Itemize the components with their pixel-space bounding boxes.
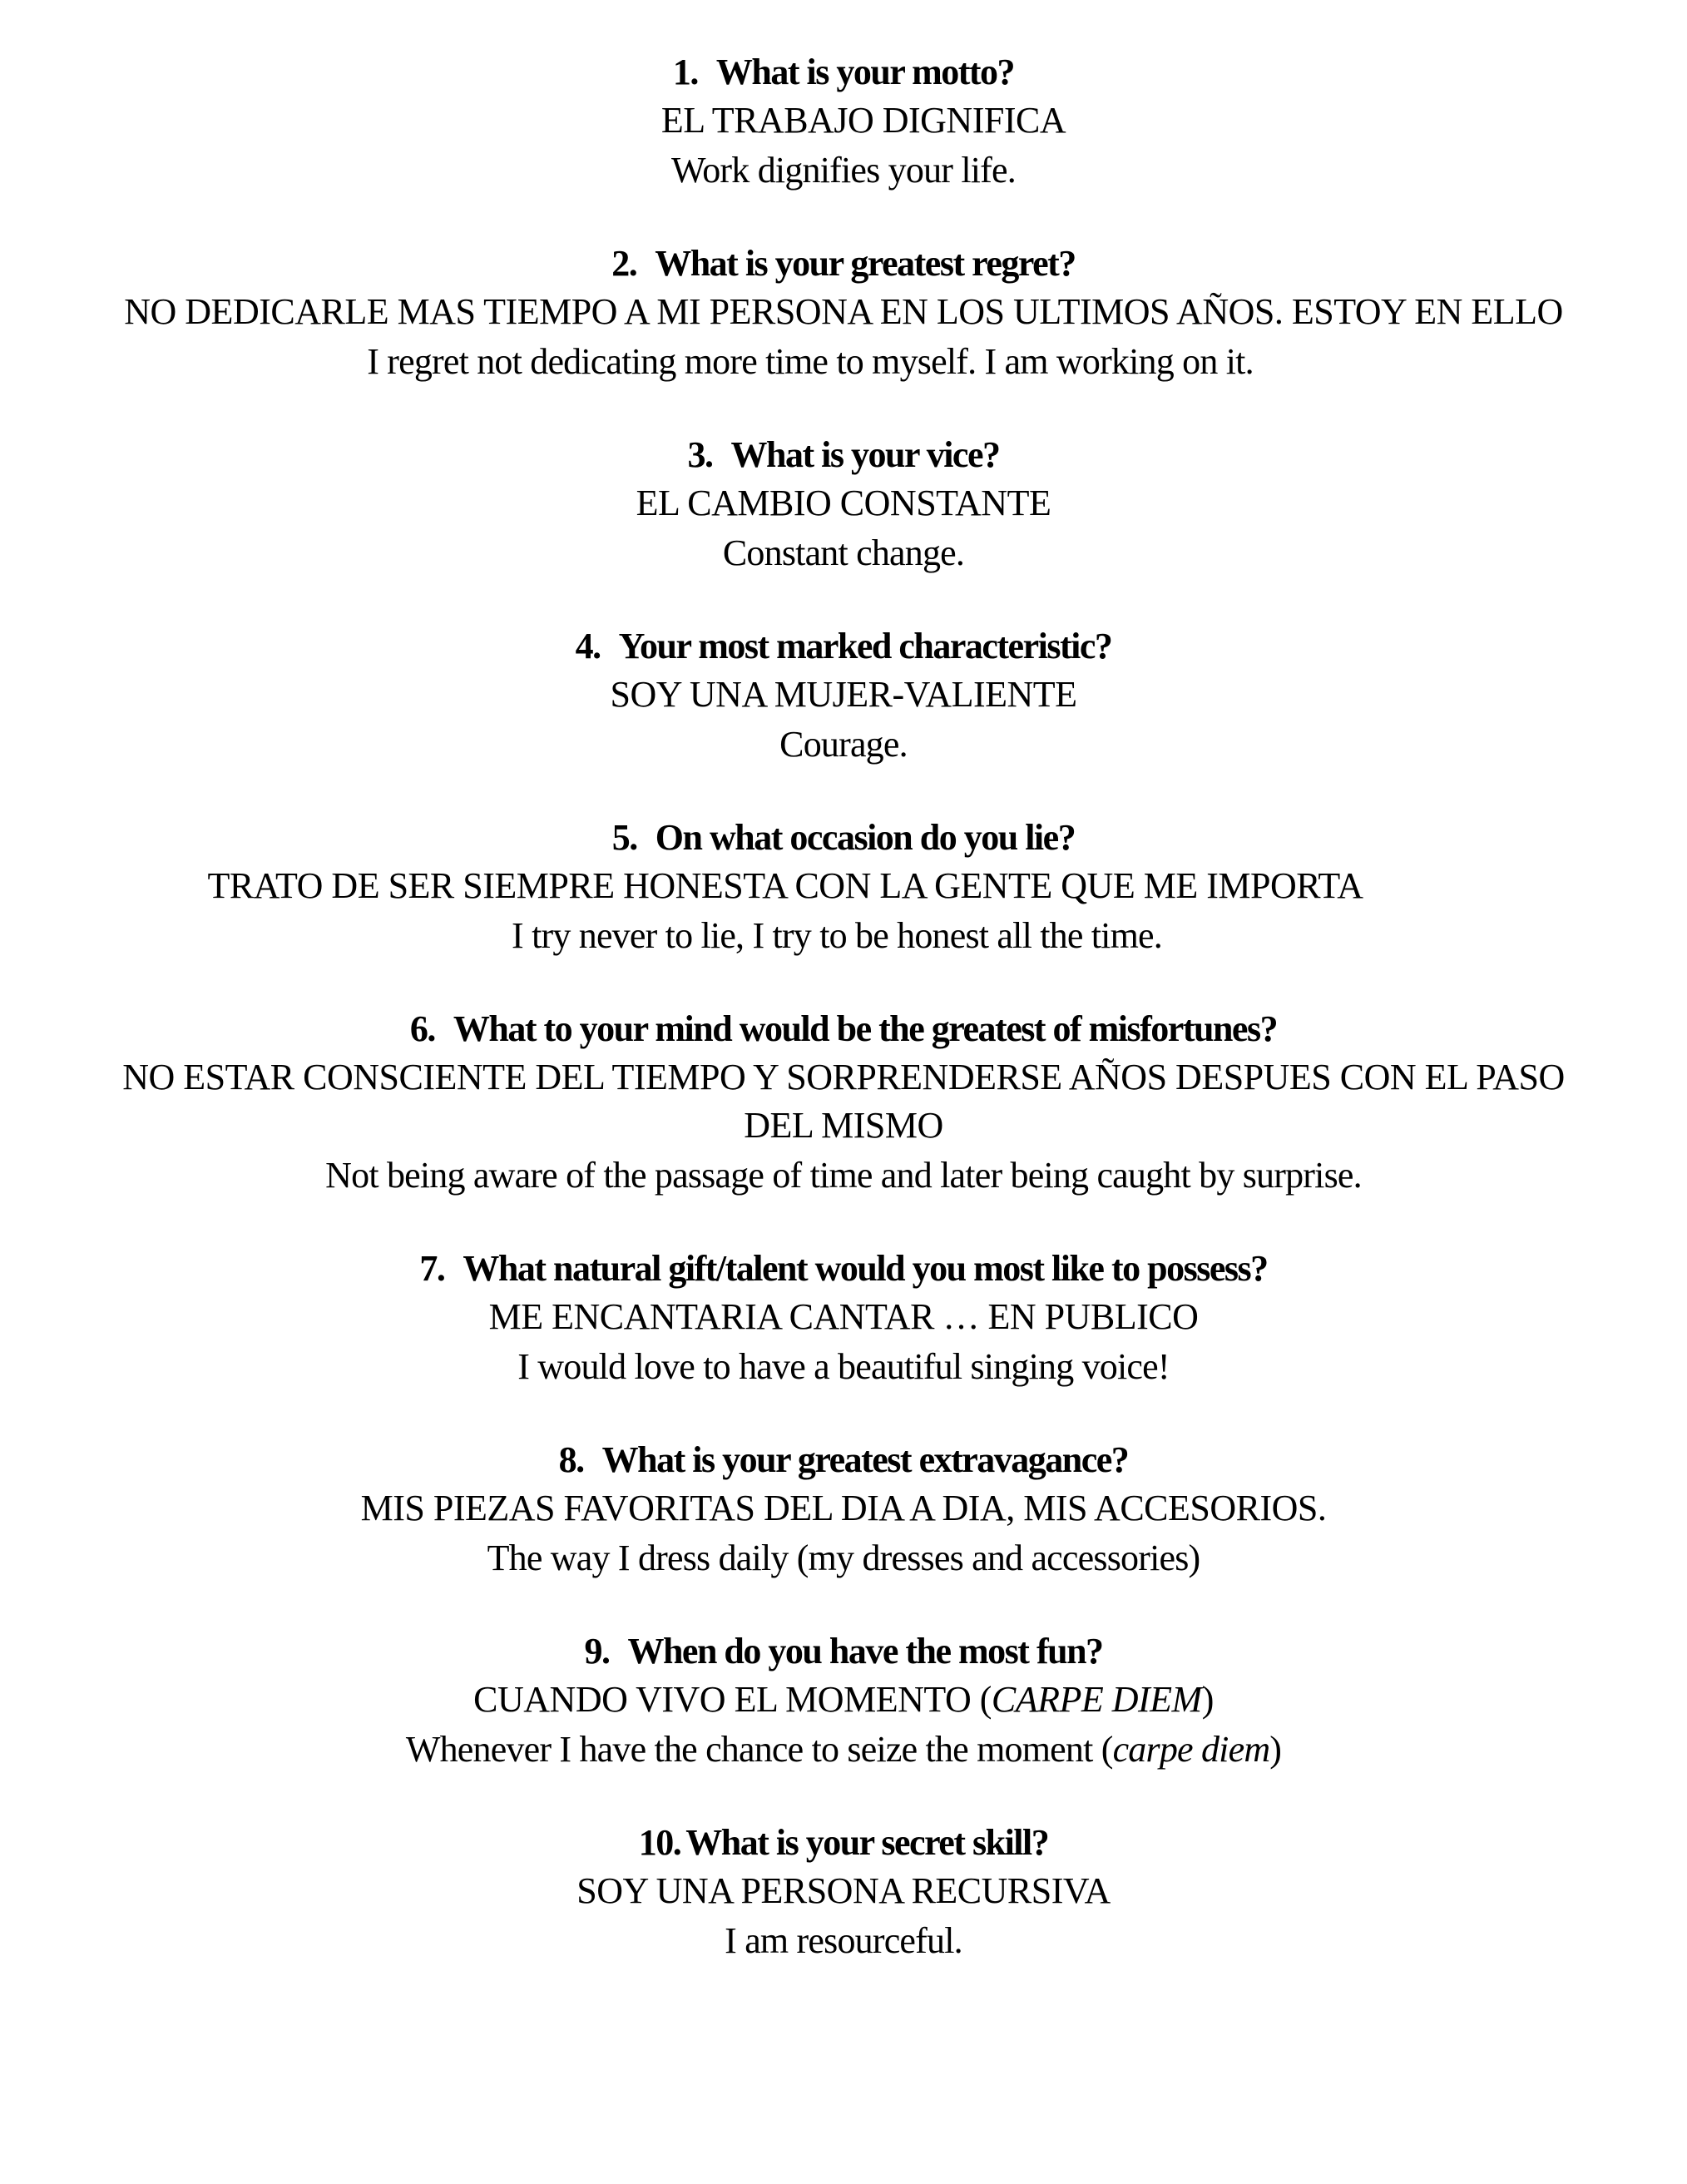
answer-spanish-9-em: CARPE DIEM xyxy=(991,1679,1202,1720)
qa-item-6 xyxy=(0,1005,1687,1201)
answer-english-9-em: carpe diem xyxy=(1112,1729,1270,1770)
question-number: 2. xyxy=(611,243,637,284)
qa-item-4 xyxy=(0,622,1687,770)
answer-spanish-6: NO ESTAR CONSCIENTE DEL TIEMPO Y SORPRENDERSE AÑOS DESPUES CON EL PASO DEL MISMO xyxy=(122,1057,1565,1146)
answer-english-6: Not being aware of the passage of time and later being caught by surprise. xyxy=(325,1155,1362,1196)
question-10 xyxy=(0,1819,1687,1867)
question-number: 8. xyxy=(558,1439,584,1480)
answer-english-2: I regret not dedicating more time to myself. I am working on it. xyxy=(367,341,1254,382)
answer-english-9-pre: Whenever I have the chance to seize the moment ( xyxy=(405,1729,1113,1770)
answer-spanish-4: SOY UNA MUJER-VALIENTE xyxy=(610,674,1077,715)
question-1 xyxy=(0,48,1687,97)
answer-spanish-8: MIS PIEZAS FAVORITAS DEL DIA A DIA, MIS ACCESORIOS. xyxy=(360,1488,1327,1528)
answer-spanish-9 xyxy=(0,1676,1687,1724)
qa-item-2 xyxy=(0,240,1687,388)
question-number: 9. xyxy=(584,1631,610,1671)
answer-english-1: Work dignifies your life. xyxy=(671,150,1016,191)
question-number: 5. xyxy=(611,817,637,858)
questionnaire xyxy=(0,48,1687,2010)
question-4 xyxy=(0,622,1687,671)
qa-item-3 xyxy=(0,431,1687,579)
question-8 xyxy=(0,1436,1687,1484)
answer-english-7: I would love to have a beautiful singing voice! xyxy=(517,1346,1170,1387)
question-number: 7. xyxy=(419,1248,445,1289)
question-5 xyxy=(0,814,1687,862)
question-3 xyxy=(0,431,1687,479)
qa-item-1 xyxy=(0,48,1687,196)
question-text: What is your secret skill? xyxy=(685,1822,1049,1863)
answer-english-5: I try never to lie, I try to be honest all the time. xyxy=(512,915,1162,956)
question-number: 4. xyxy=(575,626,601,666)
qa-item-5 xyxy=(0,814,1687,962)
question-text: What natural gift/talent would you most like to possess? xyxy=(463,1248,1268,1289)
qa-item-10 xyxy=(0,1819,1687,1967)
question-number: 3. xyxy=(687,434,713,475)
question-text: What is your greatest extravagance? xyxy=(601,1439,1129,1480)
qa-item-9 xyxy=(0,1627,1687,1775)
answer-english-9 xyxy=(0,1724,1687,1775)
question-text: When do you have the most fun? xyxy=(627,1631,1103,1671)
qa-item-7 xyxy=(0,1245,1687,1393)
question-text: On what occasion do you lie? xyxy=(655,817,1076,858)
question-2 xyxy=(0,240,1687,288)
question-7 xyxy=(0,1245,1687,1293)
question-text: What is your vice? xyxy=(730,434,1000,475)
answer-english-10: I am resourceful. xyxy=(725,1920,962,1961)
answer-spanish-3: EL CAMBIO CONSTANTE xyxy=(636,483,1051,523)
question-text: What to your mind would be the greatest of misfortunes? xyxy=(453,1008,1278,1049)
question-text: What is your motto? xyxy=(715,52,1015,92)
answer-english-9-post: ) xyxy=(1269,1729,1282,1770)
answer-spanish-5: TRATO DE SER SIEMPRE HONESTA CON LA GENTE QUE ME IMPORTA xyxy=(207,865,1363,906)
question-number: 6. xyxy=(409,1008,435,1049)
answer-spanish-2: NO DEDICARLE MAS TIEMPO A MI PERSONA EN LOS ULTIMOS AÑOS. ESTOY EN ELLO xyxy=(124,291,1563,332)
answer-spanish-9-post: ) xyxy=(1201,1679,1214,1720)
question-9 xyxy=(0,1627,1687,1676)
question-text: Your most marked characteristic? xyxy=(618,626,1112,666)
answer-english-4: Courage. xyxy=(779,724,908,765)
answer-spanish-9-pre: CUANDO VIVO EL MOMENTO ( xyxy=(473,1679,992,1720)
question-number: 10. xyxy=(638,1822,681,1863)
answer-english-8: The way I dress daily (my dresses and accessories) xyxy=(487,1538,1200,1578)
question-6 xyxy=(0,1005,1687,1053)
answer-spanish-10: SOY UNA PERSONA RECURSIVA xyxy=(576,1870,1111,1911)
question-text: What is your greatest regret? xyxy=(655,243,1076,284)
answer-spanish-1: EL TRABAJO DIGNIFICA xyxy=(660,100,1066,141)
answer-spanish-7: ME ENCANTARIA CANTAR … EN PUBLICO xyxy=(488,1296,1199,1337)
question-number: 1. xyxy=(672,52,698,92)
answer-english-3: Constant change. xyxy=(722,532,965,573)
qa-item-8 xyxy=(0,1436,1687,1584)
